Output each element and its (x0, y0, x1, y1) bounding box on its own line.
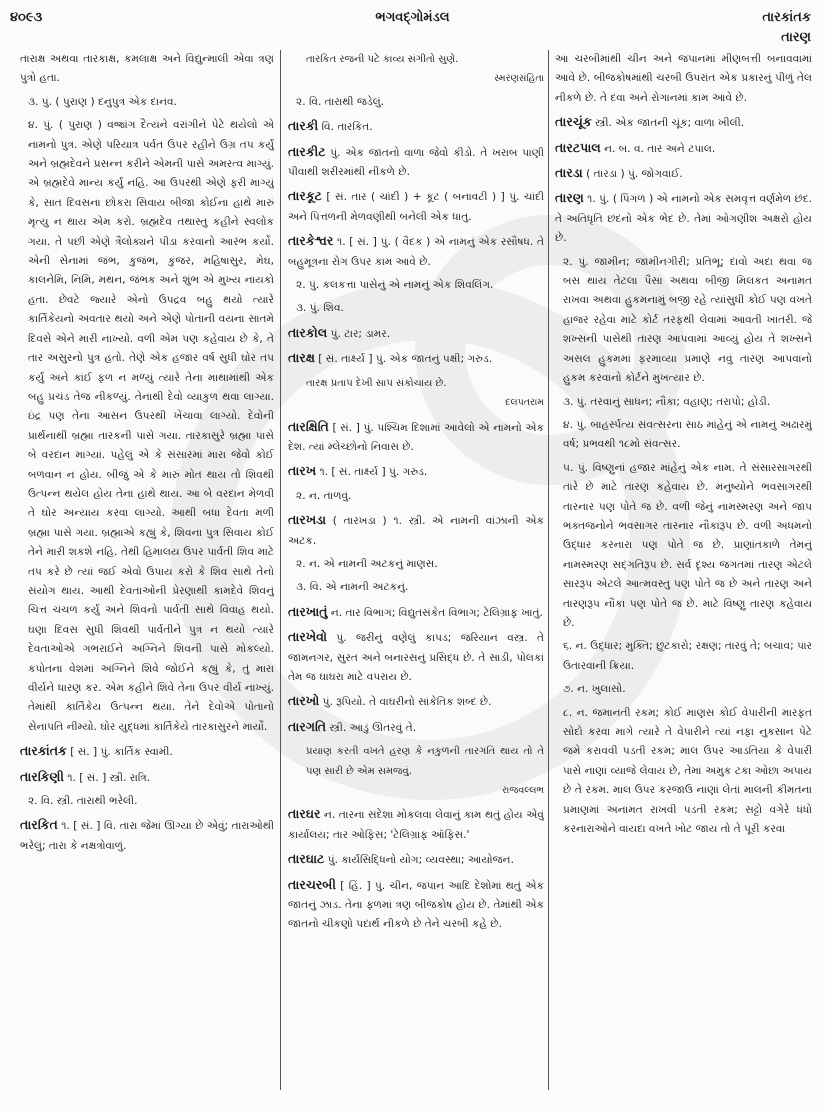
headword: તારકેશ્વર (288, 233, 334, 249)
dictionary-entry (288, 627, 544, 687)
definition-text: સ્ત્રી. આડું ઊતરવું તે. (326, 721, 417, 734)
headword: તારખાતું (288, 603, 328, 619)
sense-definition: ૩. વિ. એ નામની અટકનું. (296, 581, 409, 594)
definition-text: [ સં. ] પું. પશ્ચિમ દિશામાં આવેલો એ નામનો એક દેશ. ત્યાં મ્લેચ્છોનો નિવાસ છે. (288, 421, 544, 453)
quote-source: દલપતરામ (505, 397, 544, 409)
sense-definition: ૮. ન. જમાનતી રકમ; કોઈ માણસ કોઈ વેપારીની મારફત સોદો કરવા માગે ત્યારે તે વેપારીને ત્યાં નફા નુકસાન પેટે જમે કરાવવી પડતી રકમ; માલ ઉપર આડતિયા કે વેપારી પાસે નાણાં વ્યાજે લેવાય છે, તેમાં અમુક ટકા ઓછા અપાય છે તે રકમ. માલ ઉપર કરજાઉ નાણાં લેતાં માલની કીમતના પ્રમાણમાં અનામત રાખવી પડતી રકમ; સટ્ટો વગેરે ધંધો કરનારાઓને વાયદા વખતે ખોટ જાય તો તે પૂરી કરવા (563, 706, 812, 836)
headword: તારકિણી (20, 768, 64, 784)
headword: તારટપાલ (555, 139, 601, 155)
definition-text: ( તારડા ) પું. જોગવાઈ. (582, 168, 683, 181)
definition-text: ન. તારના સંદેશા મોકલવા લેવાનું કામ થતું હોય એવું કાર્યાલય; તાર ઓફિસ; 'ટેલિગ્રાફ ઑફિસ.' (288, 809, 544, 841)
dictionary-entry (288, 142, 544, 183)
page-number: ૪૦૯૩ (10, 10, 43, 25)
definition-text: ૧. [ સં. ] સ્ત્રી. રાત્રિ. (63, 771, 151, 784)
headword: તારકોલ (288, 324, 328, 340)
definition-text: સ્ત્રી. એક જાતની ચૂંક; વાળા ખીલી. (591, 117, 745, 130)
dictionary-entry (555, 188, 812, 248)
definition-text: પું. ટાર; ડામર. (327, 327, 391, 340)
definition-text: ( તારખડા ) ૧. સ્ત્રી. એ નામની વાંઝાની એક અટક. (288, 515, 544, 547)
headword: તારખ (288, 463, 317, 479)
dictionary-columns (0, 50, 825, 1100)
definition-text: ૧. પું. ( પિંગળ ) એ નામનો એક સમવૃત્ત વર્ણમેળ છંદ. તે અતિધૃતિ છંદનો એક ભેદ છે. તેમાં ઓગણીશ અક્ષરો હોય છે. (555, 193, 812, 245)
headword: તારકિત (20, 817, 58, 833)
sense-definition: ૨. વિ. તારાથી જડેલું. (296, 95, 385, 108)
sense-definition: ૪. પું. બાહર્સ્પત્ય સંવત્સરના સાઠ માંહેનું એ નામનું અઢારમું વર્ષ; પ્રભવથી ૧૮મો સંવત્સર. (563, 418, 812, 451)
dictionary-entry (20, 815, 274, 856)
sense-definition: ૭. ન. ખુલાસો. (563, 683, 626, 696)
definition-text: ૧. [ સં. ] વિ. તારા જેમાં ઊગ્યા છે એવું; તારાઓથી ભરેલું; તારા કે નક્ષત્રોવાળું. (20, 820, 274, 852)
book-title: ભગવદ્ગોમંડલ (375, 10, 450, 25)
dictionary-entry (20, 741, 274, 762)
usage-quote: પ્રયાણ કરતી વખતે હરણ કે નકુળની તારગતિ થાય તો તે પણ સારી છે એમ સમજવું. (306, 746, 544, 777)
dictionary-entry (288, 804, 544, 845)
headword: તારક્ષ (288, 350, 315, 366)
sense-definition: ૨. ન. એ નામની અટકનું માણસ. (296, 557, 438, 570)
dictionary-entry (288, 186, 544, 227)
dictionary-entry (288, 323, 544, 344)
dictionary-entry (288, 417, 544, 458)
definition-text: પું. જરીનું વણેલું કાપડ; જરિયાન વસ્ત્ર. તે જામનગર, સુરત અને બનારસનું પ્રસિદ્ધ છે. તે સાડી, પોલકાં તેમ જ ઘાઘરા માટે વપરાય છે. (288, 632, 544, 683)
headword: તારઘાટ (288, 851, 325, 867)
column-1 (20, 50, 274, 1095)
definition-text: પું. એક જાતનો વાળા જેવો કીડો. તે ખરાબ પાણી પીવાથી શરીરમાંથી નીકળે છે. (288, 146, 544, 179)
definition-text: ન. બ. વ. તાર અને ટપાલ. (600, 142, 716, 155)
dictionary-entry (555, 112, 812, 133)
usage-quote: તારકિત રજની પટે કાવ્ય સંગીતો સુણે. (306, 54, 459, 65)
headword: તારકાંતક (20, 743, 67, 759)
sense-definition: ૩. પું. શિવ. (296, 302, 344, 315)
definition-text: પું. કાર્યસિદ્ધિનો યોગ; વ્યવસ્થા; આયોજન. (324, 854, 514, 867)
dictionary-entry (20, 767, 274, 788)
continued-text: આ ચરબીમાંથી ચીન અને જપાનમાં મીણબત્તી બનાવવામાં આવે છે. બીજકોષમાંથી ચરબી ઉપરાંત એક પ્રકારનું પીળું તેલ નીકળે છે. તે દવા અને રોગાનમાં કામ આવે છે. (555, 53, 812, 104)
page-header (0, 0, 825, 48)
dictionary-entry (288, 510, 544, 551)
headword: તારચરબી (288, 876, 336, 892)
definition-text: [ સં. ] પું. કાર્તિક સ્વામી. (66, 746, 173, 759)
definition-text: વિ. તારકિત. (318, 121, 373, 134)
headword: તારઘર (288, 806, 321, 822)
dictionary-entry (288, 602, 544, 623)
headword: તારખડા (288, 512, 327, 528)
column-3 (555, 50, 812, 1095)
sense-definition: ૬. ન. ઉદ્ધાર; મુક્તિ; છુટકારો; રક્ષણ; તારવું તે; બચાવ; પાર ઉતારવાની ક્રિયા. (563, 640, 812, 672)
sense-definition: ૨. ન. તાળવું. (296, 489, 352, 502)
headword: તારકૂટ (288, 188, 322, 204)
headword: તારખેવો (288, 629, 328, 645)
definition-text: [ સં. તાર ( ચાંદી ) + કૂટ ( બનાવટી ) ] પું. ચાંદી અને પિત્તળની મેળવણીથી બનેલી એક ધાતુ. (288, 191, 544, 223)
sense-definition: ૪. પું. ( પુરાણ ) વજ્રાંગ દૈત્યને વરાંગીને પેટે થયેલો એ નામનો પુત્ર. એણે પરિયાત્ર પર્વત ઉપર રહીને ઉગ્ર તપ કર્યું અને બ્રહ્મદેવને પ્રસન્ન કરીને એમની પાસે અમરત્વ માગ્યું. એ બ્રહ્મદેવે માન્ય કર્યું નહિ. આ ઉપરથી એણે ફરી માગ્યું કે, સાત દિવસના છોકરા સિવાય બીજા કોઈના હાથે મારું મૃત્યુ ન થાય એમ કરો. બ્રહ્મદેવ તથાસ્તુ કહીને સ્વલોક ગયા. તે પછી એણે ત્રૈલોક્યને પીડા કરવાનો આરંભ કર્યો. એની સેનામાં જંભ, કુજંભ, કુંજર, મહિષાસુર, મેઘ, કાલનેમિ, નિમિ, મથન, જંભક અને શુંભ એ મુખ્ય નાયકો હતા. છેવટે જ્યારે એનો ઉપદ્રવ બહુ થયો ત્યારે કાર્તિકેયનો અવતાર થયો અને એણે પોતાની વયના સાતમે દિવસે એને મારી નાખ્યો. વળી એમ પણ કહેવાય છે કે, તે તાર અસુરનો પુત્ર હતો. તેણે એક હજાર વર્ષ સુધી ઘોર તપ કર્યું અને કાંઈ ફળ ન મળ્યું ત્યારે તેના માથામાંથી એક બહુ પ્રચંડ તેજ નીકળ્યું. તેનાથી દેવો વ્યાકુળ થવા લાગ્યા. ઇંદ્ર પણ તેના આસન ઉપરથી ખેંચાવા લાગ્યો. દેવોની પ્રાર્થનાથી બ્રહ્મા તારકની પાસે ગયા. તારકાસુરે બ્રહ્મા પાસે બે વરદાન માગ્યાં. પહેલું એ કે સંસારમાં મારા જેવો કોઈ બળવાન ન હોય. બીજું એ કે મારું મોત થાય તો શિવથી ઉત્પન્ન થયેલ હોય તેના હાથે થાય. આ બે વરદાન મેળવી તે ઘોર અન્યાય કરવા લાગ્યો. આથી બધા દેવતા મળી બ્રહ્મા પાસે ગયા. બ્રહ્માએ કહ્યું કે, શિવના પુત્ર સિવાય કોઈ તેને મારી શકશે નહિ. તેથી હિમાલય ઉપર પાર્વતી શિવ માટે તપ કરે છે ત્યાં જઈ એવો ઉપાય કરો કે શિવ સાથે તેનો સંયોગ થાય. આથી દેવતાઓની પ્રેરણાથી કામદેવે શિવનું ચિત્ત ચંચળ કર્યું અને શિવનો પાર્વતી સાથે વિવાહ થયો. ઘણા દિવસ સુધી શિવથી પાર્વતીને પુત્ર ન થયો ત્યારે દેવતાઓએ ગભરાઈને અગ્નિને શિવની પાસે મોકલ્યો. કપોતના વેશમાં અગ્નિને શિવે જોઈને કહ્યું કે, તું મારા વીર્યને ધારણ કર. એમ કહીને શિવે તેના ઉપર વીર્ય નાખ્યું. તેમાંથી કાર્તિકેય ઉત્પન્ન થયા. તેને દેવોએ પોતાનો સેનાપતિ નીમ્યો. ઘોર યુદ્ધમાં કાર્તિકેયે તારકાસુરને માર્યો. (28, 119, 274, 733)
headword: તારણ (555, 190, 584, 206)
dictionary-entry (288, 231, 544, 272)
definition-text: ન. તાર વિભાગ; વિદ્યુતસંકેત વિભાગ; ટેલિગ્રાફ ખાતું. (327, 606, 543, 619)
sense-definition: ૩. પું. તરવાનું સાધન; નૌકા; વહાણ; તરાપો; હોડી. (563, 395, 771, 408)
dictionary-entry (288, 849, 544, 870)
column-2 (288, 50, 544, 1095)
dictionary-entry (288, 116, 544, 137)
continued-text: તારાક્ષ અથવા તારકાક્ષ, કમલાક્ષ અને વિદ્યુન્માલી એવા ત્રણ પુત્રો હતા. (20, 53, 274, 85)
dictionary-entry (288, 691, 544, 712)
sense-definition: ૫. પું. વિષ્ણુનાં હજાર માંહેનું એક નામ. તે સંસારસાગરથી તારે છે માટે તારણ કહેવાય છે. મનુષ્યોને ભવસાગરથી તારનાર પણ પોતે જ છે. વળી જેનું નામસ્મરણ અને જાપ ભક્તજનોને ભવસાગર તારનાર નૌકારૂપ છે. વળી અધમનો ઉદ્ધાર કરનારા પણ પોતે જ છે. પ્રાણાંતકાળે તેમનું નામસ્મરણ સદ્ગતિરૂપ છે. સર્વ દૃશ્ય જગતમાં તારણ એટલે સારરૂપ એટલે આત્મવસ્તુ પણ પોતે જ છે અને તારણ અને તારણરૂપ નૌકા પણ પોતે જ છે. માટે વિષ્ણુ તારણ કહેવાય છે. (563, 461, 812, 629)
headword: તારકી (288, 118, 319, 134)
guide-word-last: તારણ (781, 30, 811, 45)
headword: તારચૂંક (555, 114, 592, 130)
sense-definition: ૨. પું. જામીન; જામીનગીરી; પ્રતિભૂ; દાવો અદા થવા જ બસ થાય તેટલા પૈસા અથવા બીજી મિલકત અનામત રાખવા અથવા હુકમનામું બજી રહે ત્યાંસુધી કોઈ પણ વખતે હાજર રહેવા માટે કોર્ટ તરફથી લેવામાં આવતી ખાતરી. જે શખ્સની પાસેથી તારણ આપવામાં આવ્યું હોય તે શખ્સને અસલ હુકમમાં ફરમાવ્યા પ્રમાણે નવું તારણ આપવાનો હુકમ કરવાનો કોર્ટને મુખત્યાર છે. (563, 255, 812, 385)
dictionary-entry (288, 717, 544, 738)
sense-definition: ૨. પું. કલકત્તા પાસેનું એ નામનું એક શિવલિંગ. (296, 279, 494, 292)
dictionary-entry (288, 875, 544, 935)
dictionary-entry (555, 138, 812, 159)
headword: તારક્ષિતિ (288, 418, 329, 434)
sense-definition: ૩. પું. ( પુરાણ ) દનુપુત્ર એક દાનવ. (28, 95, 177, 108)
definition-text: ૧. [ સં. ] પું. ( વૈદક ) એ નામનું એક રસૌષધ. તે બહુમૂત્રના રોગ ઉપર કામ આવે છે. (288, 236, 544, 268)
dictionary-entry (555, 163, 812, 184)
usage-quote: તારક્ષ પ્રતાપ દેખી સાપ સંકોચાય છે. (306, 377, 447, 389)
definition-text: [ હિં. ] પું. ચીન, જપાન આદિ દેશોમાં થતું એક જાતનું ઝાડ. તેના ફળમાં ત્રણ બીજકોષ હોય છે. તેમાંથી એક જાતનો ચીકણો પદાર્થ નીકળે છે તેને ચરબી કહે છે. (288, 879, 544, 931)
headword: તારડા (555, 165, 583, 181)
headword: તારગતિ (288, 718, 327, 734)
definition-text: [ સં. તાર્ક્ષ્ય ] પું. એક જાતનું પક્ષી; ગરુડ. (314, 353, 493, 366)
sense-definition: ૨. વિ. સ્ત્રી. તારાથી ભરેલી. (28, 795, 138, 808)
definition-text: ૧. [ સં. તાર્ક્ષ્ય ] પું. ગરુડ. (316, 466, 428, 479)
guide-word-first: તારકાંતક (762, 10, 811, 25)
headword: તારકીટ (288, 143, 326, 159)
quote-source: સ્મરણસંહિતા (494, 73, 544, 85)
definition-text: પું. રૂપિયો. તે વાઘરીનો સાંકેતિક શબ્દ છે. (319, 696, 492, 709)
dictionary-entry (288, 461, 544, 482)
dictionary-entry (288, 348, 544, 369)
quote-source: રાજવલ્લભ (502, 785, 544, 796)
headword: તારખો (288, 693, 320, 709)
